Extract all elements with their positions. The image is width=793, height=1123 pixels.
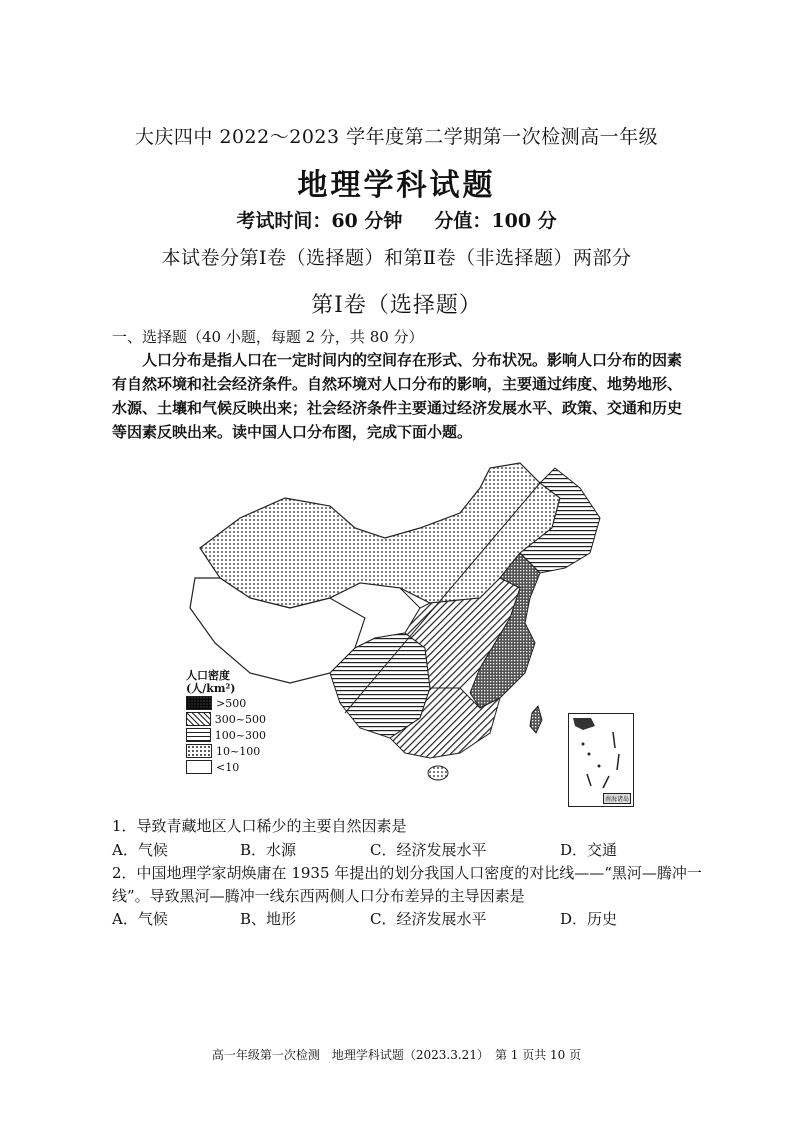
- option-c: C．经济发展水平: [370, 910, 487, 928]
- option-a: A．气候: [112, 910, 168, 928]
- legend-swatch: [186, 760, 212, 774]
- intro-line: 水源、土壤和气候反映出来；社会经济条件主要通过经济发展水平、政策、交通和历史: [112, 399, 683, 417]
- question-2-options: [112, 908, 692, 928]
- intro-paragraph: [112, 348, 692, 444]
- intro-line: 有自然环境和社会经济条件。自然环境对人口分布的影响，主要通过纬度、地势地形、: [112, 375, 683, 393]
- paper-structure: 本试卷分第Ⅰ卷（选择题）和第Ⅱ卷（非选择题）两部分: [161, 247, 632, 269]
- question-1: 1．导致青藏地区人口稀少的主要自然因素是: [112, 817, 407, 835]
- legend-item: [186, 759, 266, 775]
- school-exam-line: 大庆四中 2022～2023 学年度第二学期第一次检测高一年级: [134, 126, 659, 148]
- question-2-line-2: 线”。导致黑河—腾冲一线东西两侧人口分布差异的主导因素是: [112, 887, 525, 905]
- exam-time: 考试时间：60 分钟: [236, 210, 403, 232]
- legend-item: [186, 711, 266, 727]
- legend-item: [186, 695, 266, 711]
- legend-label: <10: [216, 760, 240, 774]
- option-a: A．气候: [112, 841, 168, 859]
- legend-unit: (人/km²): [186, 682, 236, 695]
- taiwan-island: [530, 706, 542, 733]
- exam-score: 分值：100 分: [434, 210, 557, 232]
- option-d: D．历史: [560, 910, 618, 928]
- exam-info: [0, 206, 793, 233]
- page-footer: 高一年级第一次检测 地理学科试题（2023.3.21） 第 1 页共 10 页: [211, 1048, 582, 1062]
- hainan-island: [428, 766, 448, 780]
- question-2-line-1: 2．中国地理学家胡焕庸在 1935 年提出的划分我国人口密度的对比线——“黑河—腾冲一: [112, 864, 702, 882]
- legend-label: 10~100: [216, 744, 261, 758]
- section-heading: 一、选择题（40 小题，每题 2 分，共 80 分）: [112, 328, 424, 346]
- legend-label: >500: [216, 696, 247, 710]
- legend-label: 300~500: [214, 712, 266, 726]
- legend-swatch: [186, 712, 211, 726]
- map-legend: [186, 669, 266, 775]
- legend-label: 100~300: [214, 728, 266, 742]
- option-c: C．经济发展水平: [370, 841, 487, 859]
- question-1-options: [112, 839, 692, 859]
- legend-swatch: [186, 696, 212, 710]
- option-b: B、地形: [240, 910, 297, 928]
- legend-item: [186, 743, 266, 759]
- intro-line: 人口分布是指人口在一定时间内的空间存在形式、分布状况。影响人口分布的因素: [142, 351, 683, 369]
- option-d: D．交通: [560, 841, 618, 859]
- south-china-sea-inset: [568, 713, 634, 807]
- legend-title: 人口密度: [186, 669, 230, 682]
- legend-item: [186, 727, 266, 743]
- volume-title: 第Ⅰ卷（选择题）: [311, 293, 482, 318]
- legend-swatch: [186, 728, 211, 742]
- subject-title: 地理学科试题: [297, 168, 496, 203]
- inset-label: 南海诸岛: [603, 793, 631, 804]
- intro-line: 等因素反映出来。读中国人口分布图，完成下面小题。: [112, 423, 473, 441]
- legend-swatch: [186, 744, 212, 758]
- option-b: B．水源: [240, 841, 297, 859]
